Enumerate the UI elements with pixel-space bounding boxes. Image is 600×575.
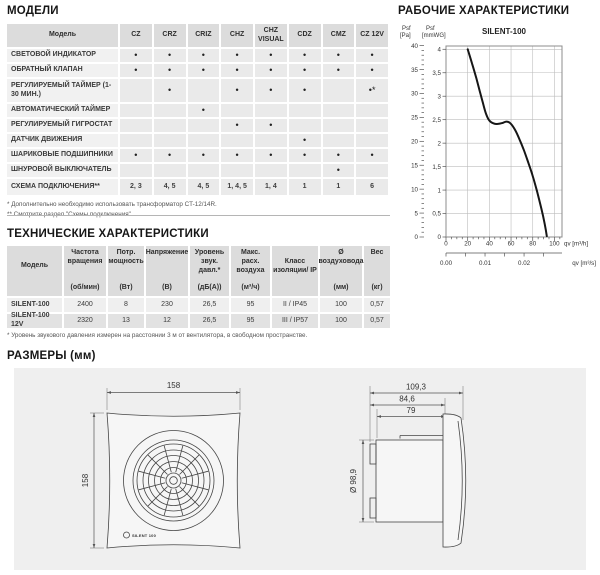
models-cell: • — [289, 149, 321, 162]
performance-curve — [468, 49, 547, 236]
tech-row-model: SILENT-100 12V — [7, 314, 62, 328]
models-cell — [323, 134, 355, 147]
y1-tick: 40 — [411, 42, 418, 50]
front-width-dim: 158 — [166, 381, 181, 390]
tech-column-header — [272, 246, 318, 296]
tech-header-title: Макс. расх. воздуха — [236, 249, 265, 274]
tech-cell: 100 — [320, 298, 362, 312]
models-cell — [255, 134, 287, 147]
models-cell: • — [289, 79, 321, 102]
y1-tick: 0 — [414, 234, 418, 242]
models-cell: • — [255, 119, 287, 132]
models-column-header: CZ 12V — [356, 24, 388, 47]
models-cell: • — [221, 64, 253, 77]
tech-header-title: Частота вращения — [67, 249, 103, 265]
side-mid-depth-dim: 84,6 — [399, 394, 415, 404]
models-cell: • — [221, 119, 253, 132]
models-cell: 1 — [323, 179, 355, 195]
models-cell: • — [323, 49, 355, 62]
performance-chart — [396, 22, 600, 274]
tech-table — [7, 246, 392, 328]
models-cell — [356, 119, 388, 132]
chart-title: SILENT-100 — [481, 27, 527, 36]
y1-tick: 10 — [411, 186, 418, 194]
models-cell: • — [323, 149, 355, 162]
models-column-header: CDZ — [289, 24, 321, 47]
tech-title: ТЕХНИЧЕСКИЕ ХАРАКТЕРИСТИКИ — [7, 228, 209, 240]
tech-cell: 100 — [320, 314, 362, 328]
tech-cell: 26,5 — [190, 314, 229, 328]
models-cell: • — [255, 149, 287, 162]
models-cell: 2, 3 — [120, 179, 152, 195]
y1-tick: 25 — [411, 114, 418, 122]
models-cell: • — [120, 49, 152, 62]
models-cell — [154, 104, 186, 117]
side-total-depth-dim: 109,3 — [405, 382, 427, 392]
models-cell — [323, 119, 355, 132]
models-cell — [120, 79, 152, 102]
x-tick: 0 — [444, 240, 448, 248]
models-cell — [188, 134, 220, 147]
models-cell — [120, 164, 152, 177]
section-divider — [7, 215, 390, 216]
models-cell: • — [356, 149, 388, 162]
tech-cell: 0,57 — [364, 314, 390, 328]
models-cell: • — [356, 49, 388, 62]
tech-header-unit: (Вт) — [119, 284, 133, 291]
models-cell: • — [120, 64, 152, 77]
models-cell: • — [120, 149, 152, 162]
models-row-label: ОБРАТНЫЙ КЛАПАН — [7, 64, 118, 77]
models-cell: • — [188, 149, 220, 162]
models-cell — [356, 104, 388, 117]
tech-column-header — [190, 246, 229, 296]
models-cell: • — [154, 79, 186, 102]
tech-column-header — [231, 246, 270, 296]
duct-body — [376, 440, 443, 522]
tech-footnote: * Уровень звукового давления измерен на расстоянии 3 м от вентилятора, в свободном пространстве. — [7, 332, 308, 339]
svg-text:[Pa]: [Pa] — [400, 33, 411, 39]
side-duct-depth-dim: 79 — [406, 406, 416, 415]
tech-cell: 26,5 — [190, 298, 229, 312]
y2-tick: 0 — [437, 234, 441, 242]
models-cell: 4, 5 — [154, 179, 186, 195]
fan-model-label: SILENT 100 — [132, 533, 157, 538]
models-cell — [188, 164, 220, 177]
models-column-header: CRZ — [154, 24, 186, 47]
models-cell: 1, 4, 5 — [221, 179, 253, 195]
dimensions-title: РАЗМЕРЫ (мм) — [7, 350, 96, 362]
tech-header-unit: (В) — [162, 284, 172, 291]
y2-tick: 1 — [437, 187, 441, 195]
models-cell: • — [356, 64, 388, 77]
models-table — [7, 24, 388, 195]
tech-cell: 95 — [231, 298, 270, 312]
x-axis-label: qv [m³/h] — [564, 240, 589, 248]
y1-tick: 15 — [411, 162, 418, 170]
tech-column-header — [320, 246, 362, 296]
models-cell: • — [255, 49, 287, 62]
y2-tick: 0,5 — [432, 210, 441, 218]
models-title: МОДЕЛИ — [7, 5, 59, 17]
models-cell: 4, 5 — [188, 179, 220, 195]
y2-axis-label: Psf — [426, 26, 435, 32]
dimensions-drawing — [14, 368, 586, 570]
models-cell: • — [289, 134, 321, 147]
models-cell — [255, 104, 287, 117]
models-cell — [154, 119, 186, 132]
tech-header-title: Класс изоляции/ IP — [273, 257, 317, 274]
models-cell: • — [188, 49, 220, 62]
tech-header-unit: (мм) — [333, 284, 349, 291]
svg-text:[mmWG]: [mmWG] — [422, 33, 446, 39]
models-cell: • — [154, 64, 186, 77]
models-cell — [188, 79, 220, 102]
y2-tick: 2 — [437, 140, 441, 148]
x2-tick: 0.02 — [518, 260, 531, 267]
models-cell: •* — [356, 79, 388, 102]
tech-header-title: Напряжение — [145, 249, 189, 256]
models-cell: • — [289, 49, 321, 62]
tech-header-title: Уровень звук. давл.* — [194, 249, 225, 274]
models-cell — [356, 164, 388, 177]
models-cell: • — [221, 79, 253, 102]
x-tick: 60 — [507, 240, 515, 248]
tech-header-unit: (дБ(А)) — [197, 284, 222, 291]
models-cell: • — [221, 149, 253, 162]
models-cell — [120, 119, 152, 132]
front-view-drawing — [81, 381, 240, 548]
models-cell: • — [323, 164, 355, 177]
models-cell: • — [289, 64, 321, 77]
models-cell: • — [323, 64, 355, 77]
x-tick: 20 — [464, 240, 472, 248]
models-cell: • — [188, 104, 220, 117]
performance-title: РАБОЧИЕ ХАРАКТЕРИСТИКИ — [398, 5, 570, 17]
y2-tick: 4 — [437, 46, 441, 54]
y2-tick: 1,5 — [432, 163, 441, 171]
tech-cell: 13 — [108, 314, 144, 328]
tech-header-unit: (кг) — [371, 284, 383, 291]
models-header-model: Модель — [7, 24, 118, 47]
models-row-label: РЕГУЛИРУЕМЫЙ ТАЙМЕР (1-30 МИН.) — [7, 79, 118, 102]
models-row-label: АВТОМАТИЧЕСКИЙ ТАЙМЕР — [7, 104, 118, 117]
models-cell: 6 — [356, 179, 388, 195]
models-footnotes — [7, 200, 388, 220]
y2-tick: 2,5 — [432, 116, 441, 124]
tech-cell: 2400 — [64, 298, 106, 312]
models-footnote-1: * Дополнительно необходимо использовать трансформатор CT-12/14R. — [7, 201, 217, 208]
x2-axis-label: qv [m³/s] — [572, 260, 596, 267]
tech-column-header — [7, 246, 62, 296]
models-row-label: ШАРИКОВЫЕ ПОДШИПНИКИ — [7, 149, 118, 162]
models-cell — [120, 104, 152, 117]
models-cell: 1, 4 — [255, 179, 287, 195]
tech-cell: III / IP57 — [272, 314, 318, 328]
tech-cell: 8 — [108, 298, 144, 312]
tech-column-header — [108, 246, 144, 296]
y2-tick: 3 — [437, 93, 441, 101]
models-column-header: CHZ VISUAL — [255, 24, 287, 47]
models-row-label: РЕГУЛИРУЕМЫЙ ГИГРОСТАТ — [7, 119, 118, 132]
models-cell: 1 — [289, 179, 321, 195]
models-cell: • — [255, 64, 287, 77]
side-view-drawing — [349, 383, 466, 548]
tech-cell: 95 — [231, 314, 270, 328]
fan-faceplate — [107, 413, 240, 548]
tech-column-header — [64, 246, 106, 296]
models-cell — [120, 134, 152, 147]
models-cell — [154, 134, 186, 147]
models-cell — [221, 164, 253, 177]
tech-header-title: Модель — [20, 262, 49, 270]
y1-tick: 5 — [414, 210, 418, 218]
y1-tick: 20 — [411, 138, 418, 146]
y2-tick: 3,5 — [432, 69, 441, 77]
x-tick: 100 — [549, 240, 560, 248]
x-tick: 40 — [485, 240, 493, 248]
models-row-label: СВЕТОВОЙ ИНДИКАТОР — [7, 49, 118, 62]
x2-tick: 0.00 — [439, 260, 453, 267]
tech-header-unit: (м³/ч) — [241, 284, 260, 291]
y1-tick: 30 — [411, 90, 418, 98]
models-column-header: CZ — [120, 24, 152, 47]
models-cell — [289, 164, 321, 177]
y1-tick: 35 — [411, 66, 418, 74]
models-cell: • — [188, 64, 220, 77]
models-cell — [255, 164, 287, 177]
tech-cell: 230 — [146, 298, 188, 312]
models-row-label: ДАТЧИК ДВИЖЕНИЯ — [7, 134, 118, 147]
tech-header-title: Вес — [370, 249, 384, 256]
models-column-header: CMZ — [323, 24, 355, 47]
tech-header-unit: (об/мин) — [70, 284, 100, 291]
models-cell — [323, 79, 355, 102]
dimensions-panel — [14, 368, 586, 570]
tech-column-header — [146, 246, 188, 296]
tech-column-header — [364, 246, 390, 296]
models-cell — [221, 134, 253, 147]
models-cell — [323, 104, 355, 117]
models-cell: • — [154, 149, 186, 162]
tech-section — [7, 228, 392, 339]
models-cell — [289, 119, 321, 132]
y1-axis-label: Psf — [402, 26, 411, 32]
tech-cell: 12 — [146, 314, 188, 328]
models-column-header: CHZ — [221, 24, 253, 47]
x-tick: 80 — [529, 240, 537, 248]
tech-header-title: Потр. мощность — [108, 249, 144, 265]
models-cell: • — [255, 79, 287, 102]
models-cell — [221, 104, 253, 117]
models-row-label: СХЕМА ПОДКЛЮЧЕНИЯ** — [7, 179, 118, 195]
models-cell — [356, 134, 388, 147]
models-cell: • — [154, 49, 186, 62]
models-cell — [289, 104, 321, 117]
duct-diameter-dim: Ø 98,9 — [349, 468, 358, 494]
x2-tick: 0.01 — [479, 260, 492, 267]
tech-row-model: SILENT-100 — [7, 298, 62, 312]
models-column-header: CRIZ — [188, 24, 220, 47]
tech-cell: 2320 — [64, 314, 106, 328]
models-cell — [154, 164, 186, 177]
models-cell: • — [221, 49, 253, 62]
tech-header-title: Ø воздуховода — [318, 249, 364, 265]
models-cell — [188, 119, 220, 132]
front-height-dim: 158 — [81, 473, 90, 488]
tech-cell: 0,57 — [364, 298, 390, 312]
tech-cell: II / IP45 — [272, 298, 318, 312]
models-section — [7, 5, 388, 220]
models-row-label: ШНУРОВОЙ ВЫКЛЮЧАТЕЛЬ — [7, 164, 118, 177]
